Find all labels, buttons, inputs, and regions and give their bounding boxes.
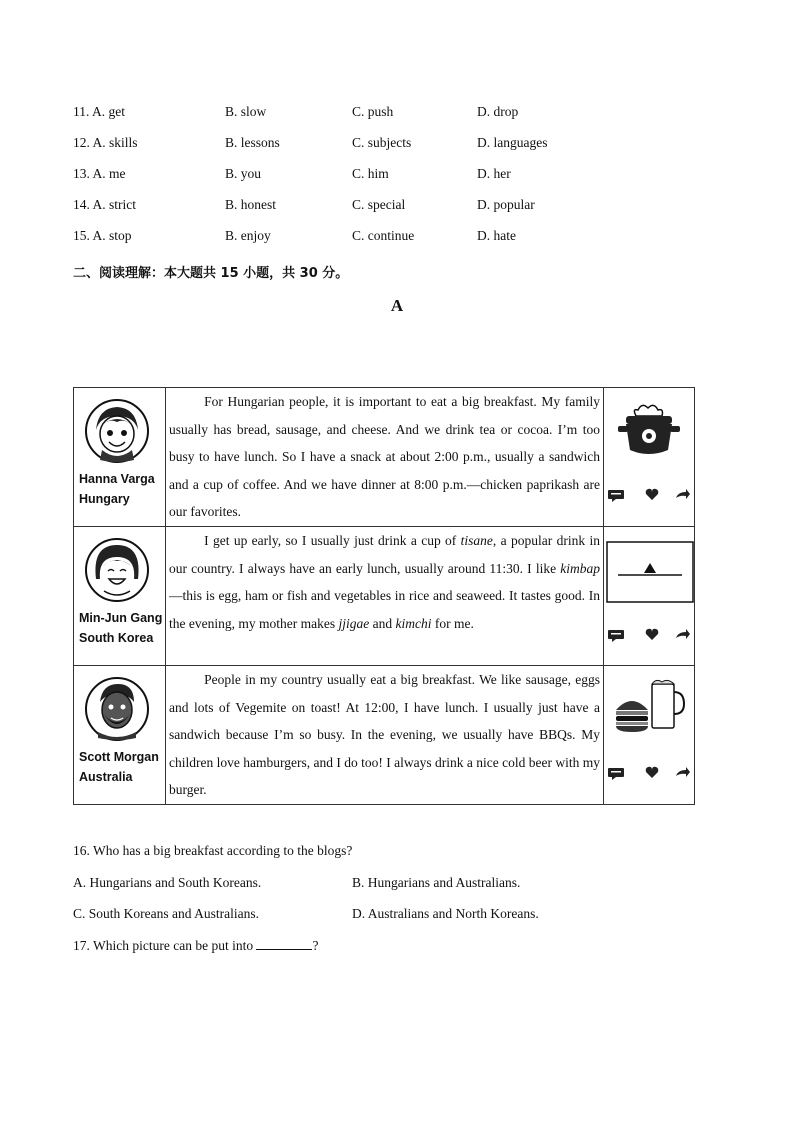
comment-icon [608, 768, 624, 780]
author-country: Australia [79, 769, 133, 784]
heart-icon [646, 629, 659, 640]
option-d: D. hate [477, 228, 516, 243]
answer-a: A. Hungarians and South Koreans. [73, 875, 262, 890]
option-b: B. enjoy [225, 228, 271, 243]
options-row-12 [73, 135, 723, 155]
author-name-text: Hanna Varga [79, 472, 155, 486]
option-c: C. subjects [352, 135, 412, 150]
picture-cell [604, 526, 695, 665]
author-cell [74, 526, 166, 665]
question-stem: 17. Which picture can be put into [73, 938, 257, 953]
cooking-pot-icon [616, 402, 682, 458]
blog-text [166, 526, 604, 665]
author-name-text: Scott Morgan [79, 749, 159, 764]
option-d: D. drop [477, 104, 519, 119]
options-row-15 [73, 228, 723, 248]
author-name [79, 747, 159, 787]
option-b: B. you [225, 166, 262, 181]
heart-icon [646, 767, 659, 778]
option-c: C. him [352, 166, 389, 181]
option-b: B. lessons [225, 135, 280, 150]
question-end: ? [312, 938, 319, 953]
author-name [79, 608, 162, 648]
answer-d: D. Australians and North Koreans. [352, 906, 539, 921]
option-c: C. continue [352, 228, 415, 243]
blog-row-minjun [74, 526, 695, 665]
girl-avatar-icon [84, 398, 150, 464]
blog-paragraph: For Hungarian people, it is important to eat a big breakfast. My family usually has bread, sausage, and cheese. And we drink tea or cocoa. I’m too busy to have lunch. So I have a snack at about 2:00 p.m., usually a sandwich and a cup of coffee. And we have dinner at 8:00 p.m.—chicken paprikash are our favorites. [169, 394, 600, 520]
man-avatar-icon [84, 676, 150, 742]
smiling-girl-avatar-icon [84, 537, 150, 603]
burger-and-beer-icon [614, 678, 686, 736]
author-name-text: Min-Jun Gang [79, 610, 163, 625]
passage-label: A [390, 296, 404, 315]
social-icons [608, 488, 690, 502]
section-title: 二、阅读理解：本大题共 15 小题，共 30 分。 [73, 266, 349, 281]
share-icon [676, 629, 690, 639]
blank-picture-placeholder [606, 541, 694, 603]
picture-cell [604, 388, 695, 527]
share-icon [676, 489, 690, 499]
author-country: Hungary [79, 492, 130, 506]
option-b: B. slow [225, 104, 267, 119]
option-a: 12. A. skills [73, 135, 138, 150]
social-icons [608, 766, 690, 780]
option-a: 13. A. me [73, 166, 126, 181]
heart-icon [646, 489, 659, 500]
comment-icon [608, 490, 624, 502]
blog-text [166, 665, 604, 804]
option-b: B. honest [225, 197, 277, 212]
option-d: D. popular [477, 197, 535, 212]
author-cell [74, 665, 166, 804]
blog-row-scott [74, 665, 695, 804]
answer-b: B. Hungarians and Australians. [352, 875, 521, 890]
option-d: D. languages [477, 135, 548, 150]
answer-c: C. South Koreans and Australians. [73, 906, 259, 921]
option-c: C. push [352, 104, 394, 119]
question-17 [73, 937, 318, 954]
option-d: D. her [477, 166, 511, 181]
options-row-13 [73, 166, 723, 186]
option-c: C. special [352, 197, 406, 212]
author-country: South Korea [79, 630, 154, 645]
options-row-11 [73, 104, 723, 124]
share-icon [676, 767, 690, 777]
blog-table [73, 387, 695, 805]
option-a: 15. A. stop [73, 228, 132, 243]
options-row-14 [73, 197, 723, 217]
author-cell [74, 388, 166, 527]
blog-row-hanna [74, 388, 695, 527]
author-name [79, 469, 155, 509]
picture-cell [604, 665, 695, 804]
blog-paragraph: People in my country usually eat a big breakfast. We like sausage, eggs and lots of Vegemite on toast! At 12:00, I have lunch. I usually just have a sandwich because I’m so busy. In the evening, we usually have BBQs. My children love hamburgers, and I do too! I always drink a nice cold beer with my burger. [169, 671, 600, 798]
blog-paragraph: I get up early, so I usually just drink a cup of tisane, a popular drink in our country. I always have an early lunch, usually around 11:30. I like kimbap—this is egg, ham or fish and vegetables in rice and seaweed. It tastes good. In the evening, my mother makes jjigae and kimchi for me. [169, 532, 600, 631]
option-a: 14. A. strict [73, 197, 136, 212]
blog-text [166, 388, 604, 527]
question-16: 16. Who has a big breakfast according to the blogs? [73, 843, 353, 858]
option-a: 11. A. get [73, 104, 125, 119]
social-icons [608, 628, 690, 642]
answer-blank [256, 937, 312, 950]
comment-icon [608, 630, 624, 642]
